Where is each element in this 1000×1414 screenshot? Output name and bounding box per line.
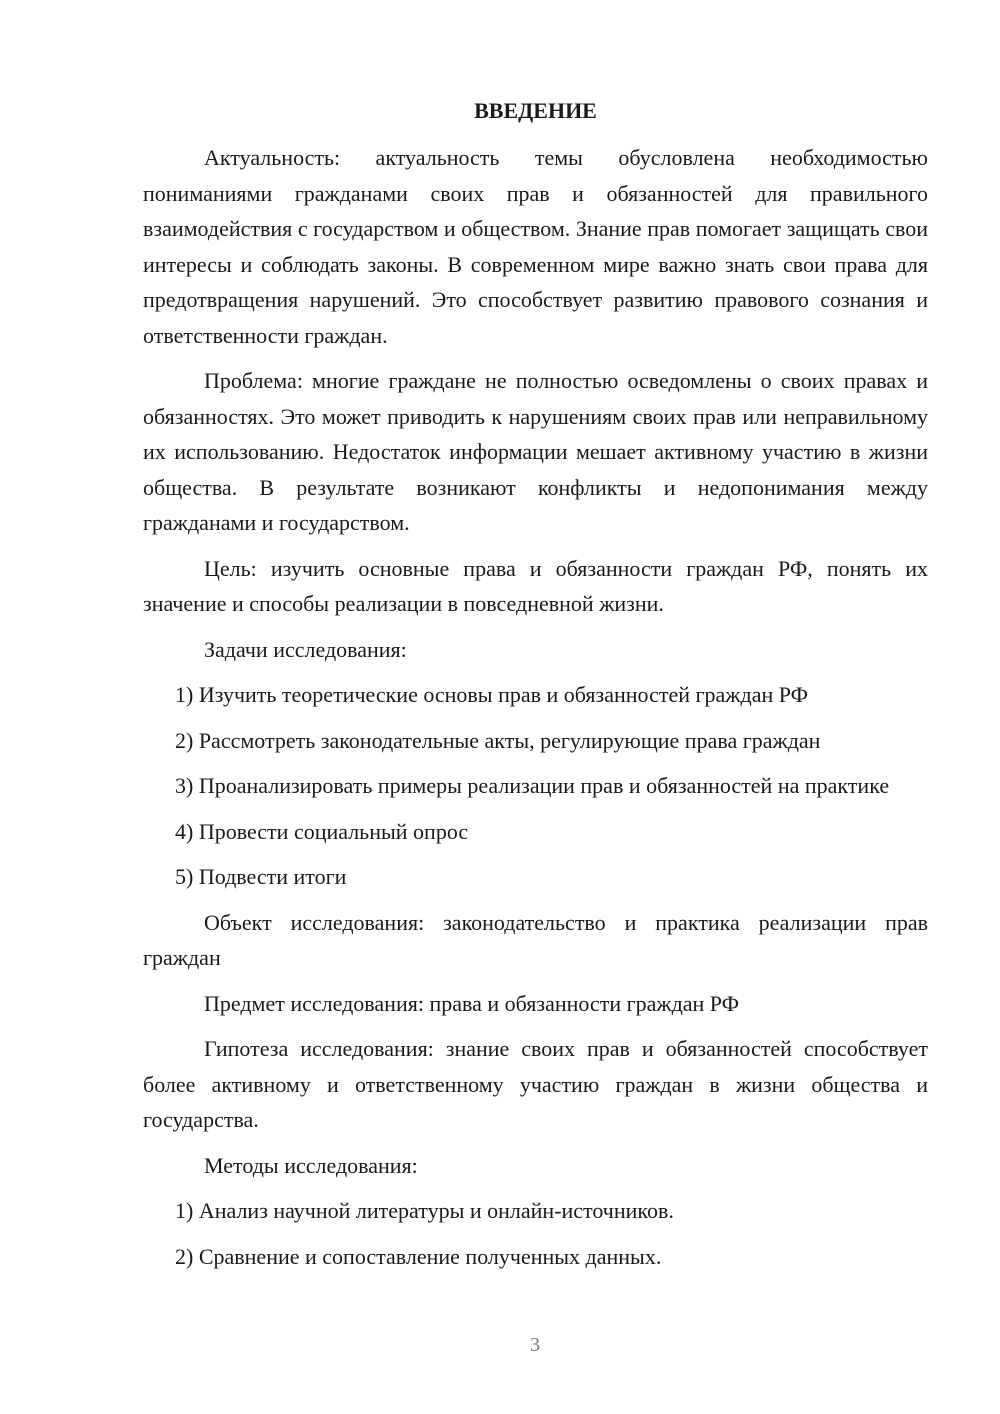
- task-item: 3) Проанализировать примеры реализации прав и обязанностей на практике: [175, 773, 890, 798]
- hypothesis-paragraph: Гипотеза исследования: знание своих прав и обязанностей способствует более активному и ответственному участию граждан в жизни общества и государства.: [143, 1036, 928, 1132]
- task-item: 1) Изучить теоретические основы прав и обязанностей граждан РФ: [175, 682, 808, 707]
- tasks-title: Задачи исследования:: [204, 636, 407, 662]
- document-body: [143, 96, 928, 1274]
- goal-paragraph: Цель: изучить основные права и обязанности граждан РФ, понять их значение и способы реализации в повседневной жизни.: [143, 555, 928, 616]
- task-item: 5) Подвести итоги: [175, 864, 347, 889]
- method-item: 2) Сравнение и сопоставление полученных данных.: [175, 1243, 662, 1269]
- method-item: 1) Анализ научной литературы и онлайн-источников.: [175, 1198, 674, 1223]
- methods-title: Методы исследования:: [204, 1152, 418, 1178]
- task-item: 4) Провести социальный опрос: [175, 818, 469, 844]
- page-number: 3: [530, 1334, 540, 1356]
- subject-paragraph: Предмет исследования: права и обязанности граждан РФ: [204, 990, 740, 1016]
- task-item: 2) Рассмотреть законодательные акты, регулирующие права граждан: [175, 727, 821, 753]
- page-title: ВВЕДЕНИЕ: [474, 98, 597, 123]
- problem-paragraph: Проблема: многие граждане не полностью осведомлены о своих правах и обязанностях. Это может приводить к нарушениям своих прав или неправильному их использованию. Недостаток информации мешает активному участию в жизни общества. В результате возникают конфликты и недопонимания между гражданами и государством.: [143, 368, 928, 535]
- relevance-paragraph: Актуальность: актуальность темы обусловлена необходимостью пониманиями гражданами своих прав и обязанностей для правильного взаимодействия с государством и обществом. Знание прав помогает защищать свои интересы и соблюдать законы. В современном мире важно знать свои права для предотвращения нарушений. Это способствует развитию правового сознания и ответственности граждан.: [143, 145, 928, 348]
- object-paragraph: Объект исследования: законодательство и практика реализации прав граждан: [143, 909, 928, 970]
